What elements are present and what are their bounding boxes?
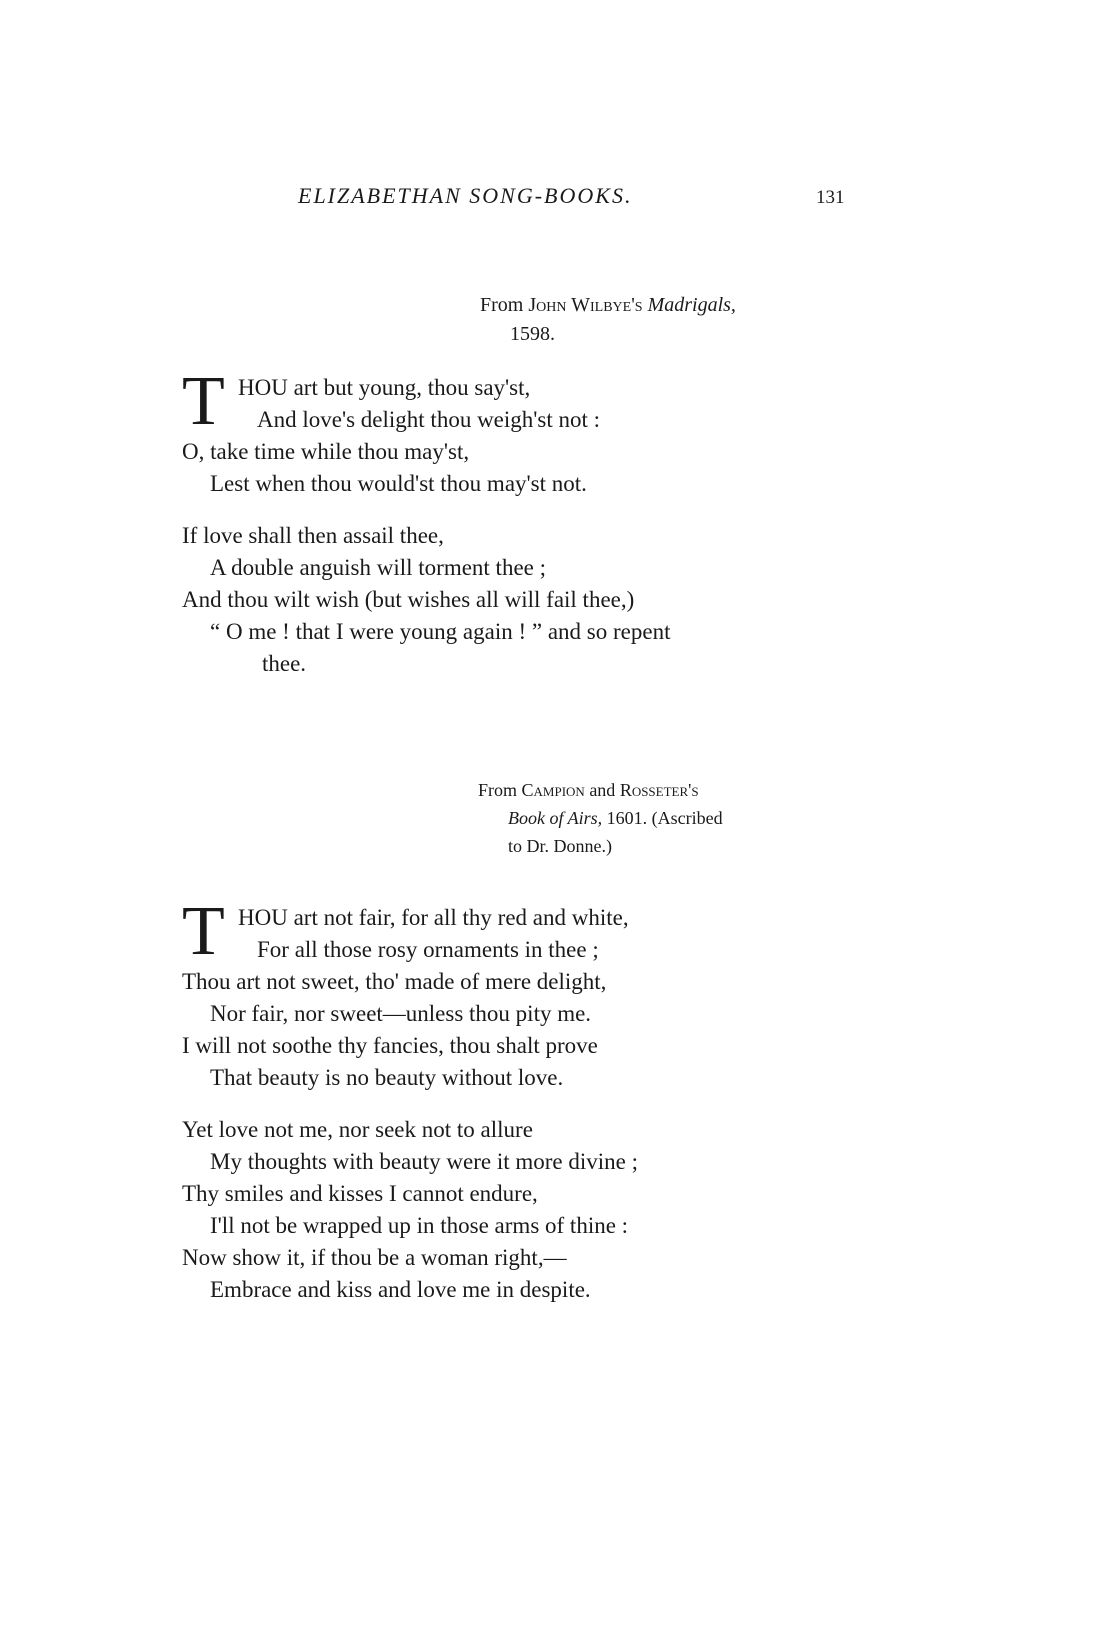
verse-line: My thoughts with beauty were it more divine ; [210,1149,638,1174]
attribution-year: 1601. (Ascribed [606,808,723,828]
drop-cap: T [182,363,225,440]
attribution-author: Rosseter's [619,780,699,800]
verse-line: “ O me ! that I were young again ! ” and so repent [210,619,671,644]
verse-line: Embrace and kiss and love me in despite. [210,1277,591,1302]
attribution-author: Campion [521,780,585,800]
attribution-from: From [478,780,518,800]
verse-line: For all those rosy ornaments in thee ; [257,937,599,962]
verse-line: Thou art not sweet, tho' made of mere delight, [182,969,607,994]
attribution-and: and [589,780,616,800]
verse-line: A double anguish will torment thee ; [210,555,547,580]
attribution-work: Madrigals, [647,294,736,316]
verse-line: And thou wilt wish (but wishes all will fail thee,) [182,587,635,612]
verse-line: And love's delight thou weigh'st not : [257,407,601,432]
attribution-year: 1598. [510,323,555,345]
verse-line: Yet love not me, nor seek not to allure [182,1117,533,1142]
verse-line: If love shall then assail thee, [182,523,444,548]
verse-line: thee. [262,651,307,676]
attribution-from: From [480,294,524,316]
attribution-work: Book of Airs, [508,808,603,828]
attribution-wilbye [480,291,736,349]
page-number: 131 [816,187,845,208]
verse-line: Nor fair, nor sweet—unless thou pity me. [210,1001,592,1026]
attribution-note: to Dr. Donne.) [508,836,612,856]
verse-line: Lest when thou would'st thou may'st not. [210,471,587,496]
verse-line: Now show it, if thou be a woman right,— [182,1245,567,1270]
poem-wilbye [182,363,671,680]
running-head: ELIZABETHAN SONG-BOOKS. [298,183,633,208]
verse-line: I will not soothe thy fancies, thou shalt prove [182,1033,598,1058]
poem-campion [182,893,638,1306]
drop-cap: T [182,893,225,970]
verse-line: Thy smiles and kisses I cannot endure, [182,1181,538,1206]
verse-line: I'll not be wrapped up in those arms of thine : [210,1213,629,1238]
attribution-campion [478,776,723,860]
verse-line: HOU art but young, thou say'st, [238,375,531,400]
verse-line: HOU art not fair, for all thy red and white, [238,905,629,930]
verse-line: O, take time while thou may'st, [182,439,470,464]
verse-line: That beauty is no beauty without love. [210,1065,564,1090]
attribution-author: John Wilbye's [528,294,643,316]
